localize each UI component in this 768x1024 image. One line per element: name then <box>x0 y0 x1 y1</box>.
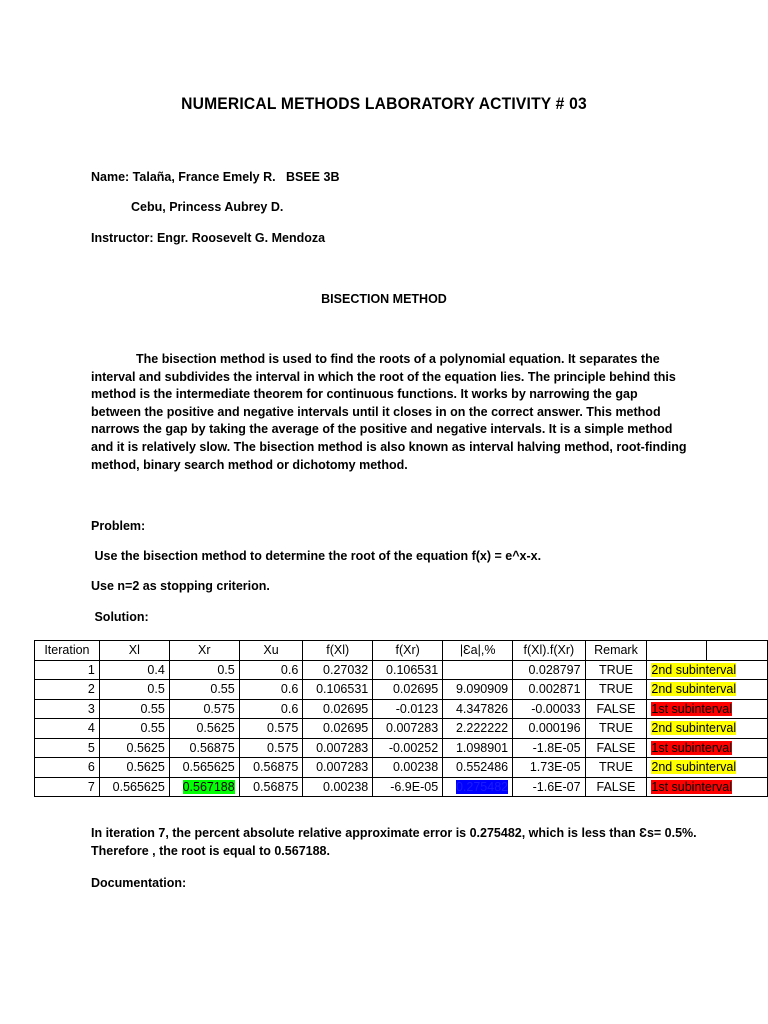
remark-subinterval-cell <box>647 777 768 797</box>
table-cell: 0.00238 <box>303 777 373 797</box>
table-cell: -0.00033 <box>513 699 585 719</box>
table-header-row <box>35 641 768 661</box>
table-header-cell: Xl <box>99 641 169 661</box>
remark-cell: FALSE <box>585 738 647 758</box>
table-row <box>35 680 768 700</box>
table-cell: 0.6 <box>239 680 303 700</box>
table-body <box>35 660 768 797</box>
stopping-criterion: Use n=2 as stopping criterion. <box>91 579 270 593</box>
remark-subinterval-cell <box>647 660 768 680</box>
table-cell: 0.56875 <box>239 777 303 797</box>
remark-cell: TRUE <box>585 719 647 739</box>
remark-subinterval-cell <box>647 719 768 739</box>
table-cell: 0.02695 <box>373 680 443 700</box>
subinterval-label: 1st subinterval <box>651 740 732 755</box>
table-cell: 0.575 <box>169 699 239 719</box>
error-highlight: 0.275482 <box>455 779 509 794</box>
table-cell: 0.552486 <box>443 758 513 778</box>
conclusion-text-1: In iteration 7, the percent absolute relative approximate error is <box>91 826 470 840</box>
table-cell: 0.565625 <box>99 777 169 797</box>
remark-subinterval-cell <box>647 680 768 700</box>
table-cell: 0.007283 <box>373 719 443 739</box>
table-cell: 0.00238 <box>373 758 443 778</box>
table-cell: 7 <box>35 777 100 797</box>
table-header-cell <box>706 641 767 661</box>
table-cell: 0.02695 <box>303 719 373 739</box>
subinterval-label: 2nd subinterval <box>651 760 737 775</box>
table-cell: 4 <box>35 719 100 739</box>
table-cell: 0.106531 <box>373 660 443 680</box>
remark-subinterval-cell <box>647 699 768 719</box>
conclusion-root-value: 0.567188 <box>274 843 327 858</box>
table-row <box>35 660 768 680</box>
remark-cell: TRUE <box>585 660 647 680</box>
table-cell: 0.55 <box>99 699 169 719</box>
section-heading: BISECTION METHOD <box>321 292 447 306</box>
table-row <box>35 758 768 778</box>
root-highlight: 0.567188 <box>182 779 235 794</box>
table-cell: 0.002871 <box>513 680 585 700</box>
table-cell: 0.27032 <box>303 660 373 680</box>
conclusion-text-2: , which is less than Ɛs= 0.5%. <box>521 826 697 840</box>
table-cell: -0.00252 <box>373 738 443 758</box>
conclusion <box>91 825 711 860</box>
table-cell: 0.5625 <box>99 758 169 778</box>
table-cell: 1.73E-05 <box>513 758 585 778</box>
table-cell: 6 <box>35 758 100 778</box>
table-cell: 0.5625 <box>169 719 239 739</box>
table-cell: 0.5625 <box>99 738 169 758</box>
table-cell: -1.6E-07 <box>513 777 585 797</box>
table-cell: 0.4 <box>99 660 169 680</box>
remark-subinterval-cell <box>647 758 768 778</box>
subinterval-label: 2nd subinterval <box>651 662 737 677</box>
problem-label: Problem: <box>91 519 146 533</box>
table-cell: 0.000196 <box>513 719 585 739</box>
table-row <box>35 738 768 758</box>
remark-subinterval-cell <box>647 738 768 758</box>
table-cell: 0.028797 <box>513 660 585 680</box>
table-cell: 9.090909 <box>443 680 513 700</box>
table-cell <box>169 777 239 797</box>
table-header-cell: Xr <box>169 641 239 661</box>
table-cell: 0.02695 <box>303 699 373 719</box>
conclusion-text-3: Therefore , the root is equal to <box>91 843 275 858</box>
table-cell: 0.106531 <box>303 680 373 700</box>
table-cell: 0.575 <box>239 719 303 739</box>
table-cell: -6.9E-05 <box>373 777 443 797</box>
table-cell: 0.007283 <box>303 758 373 778</box>
solution-label: Solution: <box>91 610 149 624</box>
table-cell: -1.8E-05 <box>513 738 585 758</box>
remark-cell: FALSE <box>585 777 647 797</box>
subinterval-label: 1st subinterval <box>651 701 732 716</box>
bisection-table <box>34 640 768 797</box>
table-header-cell: Remark <box>585 641 647 661</box>
table-cell: 0.5 <box>99 680 169 700</box>
table-row <box>35 699 768 719</box>
table-cell: 0.565625 <box>169 758 239 778</box>
table-row <box>35 719 768 739</box>
table-row <box>35 777 768 797</box>
table-cell: 0.56875 <box>169 738 239 758</box>
instructor-line: Instructor: Engr. Roosevelt G. Mendoza <box>91 231 326 245</box>
conclusion-error-value: 0.275482 <box>469 826 522 840</box>
table-header-cell: f(Xl) <box>303 641 373 661</box>
table-cell: 0.007283 <box>303 738 373 758</box>
table-header-cell: f(Xl).f(Xr) <box>513 641 585 661</box>
documentation-label: Documentation: <box>91 876 187 890</box>
table-cell: -0.0123 <box>373 699 443 719</box>
table-header-cell: Xu <box>239 641 303 661</box>
table-header-cell: |Ɛa|,% <box>443 641 513 661</box>
table-cell: 0.55 <box>99 719 169 739</box>
table-cell: 0.575 <box>239 738 303 758</box>
conclusion-text-4: . <box>326 843 330 858</box>
table-cell: 1 <box>35 660 100 680</box>
problem-statement: Use the bisection method to determine the root of the equation f(x) = e^x-x. <box>91 549 542 563</box>
table-cell: 1.098901 <box>443 738 513 758</box>
subinterval-label: 2nd subinterval <box>651 682 737 697</box>
second-name-line: Cebu, Princess Aubrey D. <box>131 200 284 214</box>
table-cell: 0.5 <box>169 660 239 680</box>
page-title: NUMERICAL METHODS LABORATORY ACTIVITY # 03 <box>181 94 587 113</box>
table-header-cell: f(Xr) <box>373 641 443 661</box>
table-cell: 2 <box>35 680 100 700</box>
remark-cell: FALSE <box>585 699 647 719</box>
subinterval-label: 1st subinterval <box>651 779 732 794</box>
method-description: The bisection method is used to find the roots of a polynomial equation. It separates the interval and subdivides the interval in which the root of the equation lies. The principle behind this method is the intermediate theorem for continuous functions. It works by narrowing the gap between the positive and negative intervals until it closes in on the correct answer. This method narrows the gap by taking the average of the positive and negative intervals. It is a simple method and it is relatively slow. The bisection method is also known as interval halving method, root-finding method, binary search method or dichotomy method. <box>91 352 687 472</box>
table-cell <box>443 777 513 797</box>
subinterval-label: 2nd subinterval <box>651 721 737 736</box>
table-cell: 5 <box>35 738 100 758</box>
table-cell: 0.6 <box>239 699 303 719</box>
remark-cell: TRUE <box>585 758 647 778</box>
table-cell: 4.347826 <box>443 699 513 719</box>
table-cell: 0.55 <box>169 680 239 700</box>
table-cell: 3 <box>35 699 100 719</box>
table-header-cell: Iteration <box>35 641 100 661</box>
table-cell <box>443 660 513 680</box>
table-header-cell <box>647 641 706 661</box>
table-cell: 0.56875 <box>239 758 303 778</box>
table-cell: 0.6 <box>239 660 303 680</box>
remark-cell: TRUE <box>585 680 647 700</box>
table-cell: 2.222222 <box>443 719 513 739</box>
name-line: Name: Talaña, France Emely R. BSEE 3B <box>91 170 340 184</box>
